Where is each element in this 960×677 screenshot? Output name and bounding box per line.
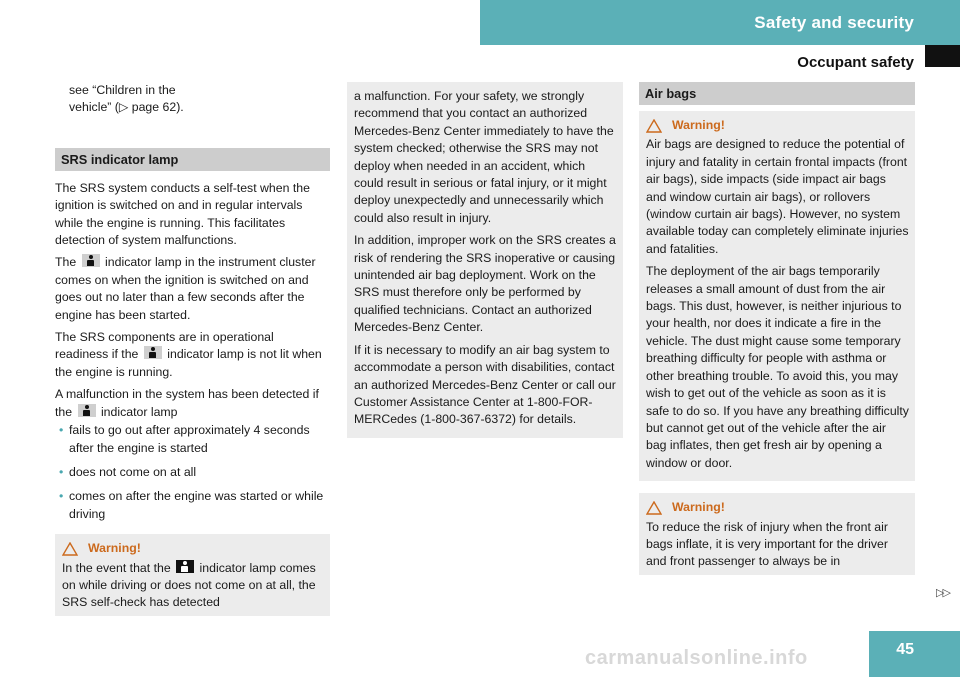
text: indicator lamp in the instrument cluster comes on when the ignition is switched on and goes out no later than a few seconds after the engine has been started. <box>55 255 316 322</box>
warning-continued-paragraph-3: If it is necessary to modify an air bag system to accommodate a person with disabilities, contact an authorized Mercedes-Benz Center or call our Customer Assistance Center at 1-800-FOR-MERCedes (1-800-367-6372) for details. <box>354 342 616 427</box>
text: A malfunction in the system has been detected if the <box>55 387 319 419</box>
list-item: • does not come on at all <box>55 464 330 481</box>
warning-triangle-icon <box>646 501 662 515</box>
column-middle <box>347 82 623 438</box>
warning-box <box>639 493 915 575</box>
warning-title <box>62 540 324 557</box>
srs-paragraph-2 <box>55 254 330 324</box>
text: indicator lamp <box>100 404 178 419</box>
warning-box <box>55 534 330 616</box>
text: The <box>55 255 77 270</box>
srs-indicator-icon <box>144 346 162 359</box>
warning-box-continued <box>347 82 623 438</box>
srs-paragraph-3 <box>55 329 330 381</box>
srs-indicator-icon <box>82 254 100 267</box>
srs-indicator-icon <box>176 560 194 573</box>
srs-indicator-heading: SRS indicator lamp <box>55 148 330 171</box>
header-marker <box>925 45 960 67</box>
warning-title <box>646 117 909 134</box>
intro-text <box>55 82 330 117</box>
warning-label: Warning! <box>672 118 725 132</box>
warning-label: Warning! <box>88 541 141 556</box>
subsection-title: Occupant safety <box>797 54 914 71</box>
air-bags-heading: Air bags <box>639 82 915 105</box>
list-item: • comes on after the engine was started or while driving <box>55 488 330 523</box>
warning-continued-paragraph-1: a malfunction. For your safety, we strongly recommend that you contact an authorized Mercedes-Benz Center immediately to have the system checked; otherwise the SRS may not deploy when needed in an accident, which could result in serious or fatal injury, or it might deploy unexpectedly and unnecessarily which could also result in injury. <box>354 89 614 225</box>
intro-page-link: vehicle” (▷ page 62). <box>69 100 184 115</box>
text: The SRS components are in operational readiness if the <box>55 330 274 362</box>
airbag-warning-paragraph-1: Air bags are designed to reduce the potential of injury and fatality in certain frontal impacts (front air bags), side impacts (side impact air bags and window curtain air bags), or rollovers (window curtain air bags). However, no system available today can completely eliminate injuries and fatalities. <box>646 137 909 256</box>
warning-triangle-icon <box>62 542 78 556</box>
list-item: • fails to go out after approximately 4 seconds after the engine is started <box>55 422 330 457</box>
warning-triangle-icon <box>646 119 662 133</box>
warning-text <box>62 560 324 612</box>
malfunction-list <box>55 422 330 523</box>
srs-paragraph-1: The SRS system conducts a self-test when the ignition is switched on and in regular intervals while the engine is running. This facilitates detection of system malfunctions. <box>55 180 310 248</box>
text: In the event that the <box>62 560 171 575</box>
warning-label: Warning! <box>672 500 725 515</box>
continue-arrow-icon: ▷▷ <box>936 587 949 599</box>
watermark: carmanualsonline.info <box>585 647 808 669</box>
text: indicator lamp comes on while driving or does not come on at all, the SRS self-check has detected <box>62 560 316 610</box>
page-number: 45 <box>869 631 960 677</box>
section-header <box>480 0 960 45</box>
warning-continued-paragraph-2: In addition, improper work on the SRS creates a risk of rendering the SRS inoperative or causing unintended air bag deployment. Work on the SRS must therefore only be performed by qualified technicians. Contact an authorized Mercedes-Benz Center. <box>354 233 616 335</box>
airbag-warning-2-text: To reduce the risk of injury when the front air bags inflate, it is very important for the driver and front passenger to always be in <box>646 519 888 569</box>
srs-indicator-icon <box>78 404 96 417</box>
warning-title <box>646 499 909 516</box>
warning-box <box>639 111 915 481</box>
text: indicator lamp is not lit when the engine is running. <box>55 347 322 379</box>
airbag-warning-paragraph-2: The deployment of the air bags temporarily releases a small amount of dust from the air bags. This dust, however, is neither injurious to your health, nor does it indicate a fire in the vehicle. The dust might cause some temporary breathing difficulty for people with asthma or other breathing trouble. To avoid this, you may wish to get out of the vehicle as soon as it is safe to do so. If you have any breathing difficulty but cannot get out of the vehicle after the air bag inflates, then get fresh air by opening a window or door. <box>646 264 909 470</box>
section-title: Safety and security <box>754 12 914 32</box>
column-right <box>639 82 915 575</box>
column-left <box>55 82 330 616</box>
srs-paragraph-4 <box>55 386 330 421</box>
intro-line: see “Children in the <box>69 83 176 97</box>
